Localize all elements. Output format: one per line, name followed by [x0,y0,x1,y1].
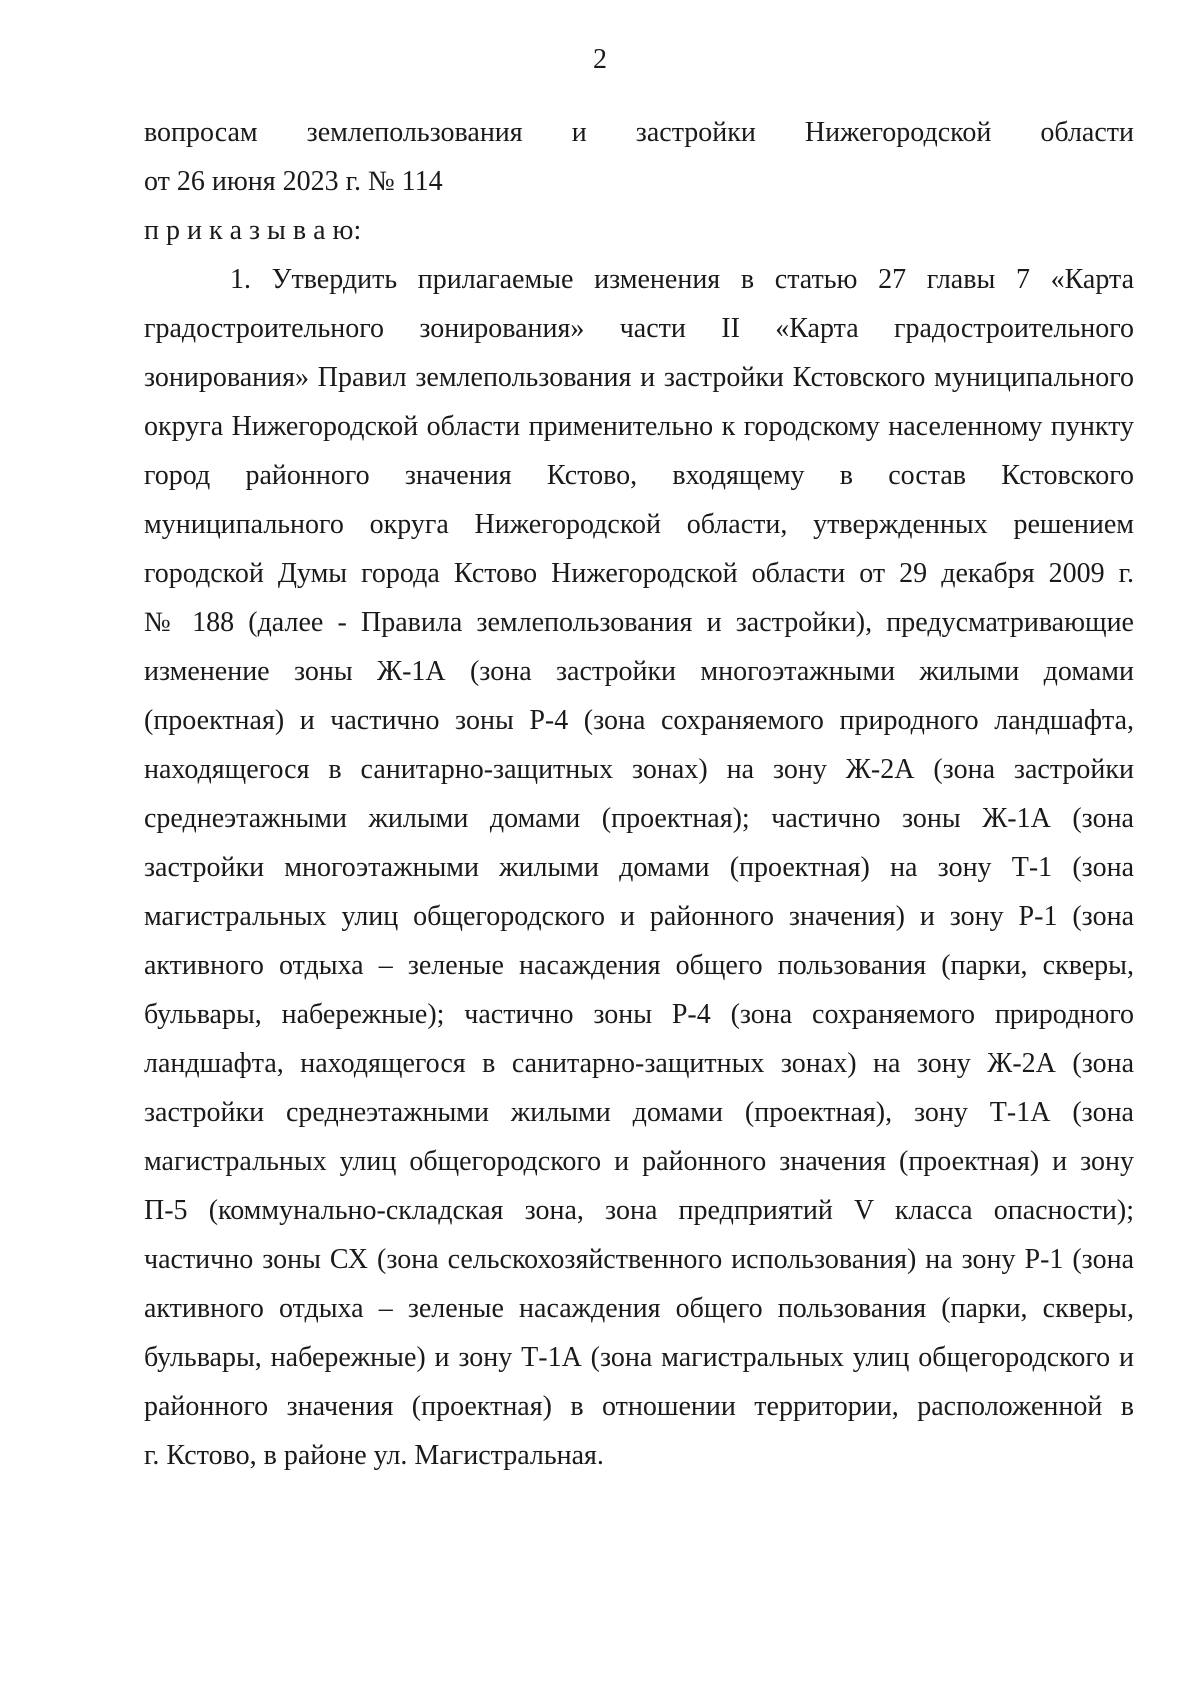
text-line: находящегося в санитарно-защитных зонах) на зону Ж-2А (зона застройки [144,754,1134,785]
text-line: градостроительного зонирования» части II «Карта градостроительного [144,313,1134,344]
text-line: активного отдыха – зеленые насаждения общего пользования (парки, скверы, [144,950,1134,981]
page-number: 2 [593,44,607,75]
text-line: городской Думы города Кстово Нижегородской области от 29 декабря 2009 г. [144,558,1134,589]
text-line: застройки среднеэтажными жилыми домами (проектная), зону Т-1А (зона [144,1097,1134,1128]
text-line: застройки многоэтажными жилыми домами (проектная) на зону Т-1 (зона [144,852,1134,883]
text-line: активного отдыха – зеленые насаждения общего пользования (парки, скверы, [144,1293,1134,1324]
text-line: округа Нижегородской области применительно к городскому населенному пункту [144,411,1134,442]
text-line: магистральных улиц общегородского и районного значения) и зону Р-1 (зона [144,901,1134,932]
order-heading: п р и к а з ы в а ю: [144,215,362,246]
text-line: муниципального округа Нижегородской области, утвержденных решением [144,509,1134,540]
text-line: ландшафта, находящегося в санитарно-защитных зонах) на зону Ж-2А (зона [144,1048,1134,1079]
text-line: вопросам землепользования и застройки Нижегородской области [144,117,1134,148]
text-line: П-5 (коммунально-складская зона, зона предприятий V класса опасности); [144,1195,1134,1226]
text-line: № 188 (далее - Правила землепользования и застройки), предусматривающие [144,607,1134,638]
text-line: от 26 июня 2023 г. № 114 [144,166,443,197]
text-line: районного значения (проектная) в отношении территории, расположенной в [144,1391,1134,1422]
text-line: частично зоны СХ (зона сельскохозяйственного использования) на зону Р-1 (зона [144,1244,1134,1275]
text-line: зонирования» Правил землепользования и застройки Кстовского муниципального [144,362,1134,393]
text-line: (проектная) и частично зоны Р-4 (зона сохраняемого природного ландшафта, [144,705,1134,736]
text-line: магистральных улиц общегородского и районного значения (проектная) и зону [144,1146,1134,1177]
text-line: бульвары, набережные); частично зоны Р-4 (зона сохраняемого природного [144,999,1134,1030]
paragraph-start: 1. Утвердить прилагаемые изменения в статью 27 главы 7 «Карта [230,264,1134,295]
text-line: бульвары, набережные) и зону Т-1А (зона магистральных улиц общегородского и [144,1342,1134,1373]
text-line: изменение зоны Ж-1А (зона застройки многоэтажными жилыми домами [144,656,1134,687]
text-line: город районного значения Кстово, входящему в состав Кстовского [144,460,1134,491]
document-body [144,108,1134,1480]
paragraph-end: г. Кстово, в районе ул. Магистральная. [144,1440,604,1471]
text-line: среднеэтажными жилыми домами (проектная); частично зоны Ж-1А (зона [144,803,1134,834]
